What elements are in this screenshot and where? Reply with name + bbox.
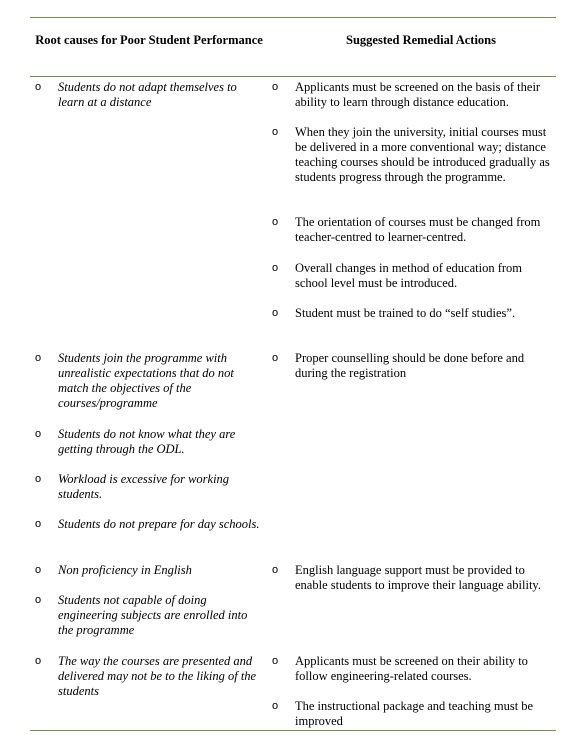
bullet-icon: o	[272, 126, 279, 138]
remedial-action-text: Applicants must be screened on their ability to follow engineering-related courses.	[295, 654, 528, 683]
root-cause-item	[35, 80, 261, 110]
bullet-icon: o	[35, 564, 42, 576]
root-cause-text: Students do not adapt themselves to learn at a distance	[58, 80, 237, 109]
header-root-causes: Root causes for Poor Student Performance	[35, 33, 263, 47]
root-cause-item	[35, 654, 261, 699]
bullet-icon: o	[272, 216, 279, 228]
bullet-icon: o	[272, 655, 279, 667]
root-cause-text: Students do not know what they are getting through the ODL.	[58, 427, 236, 456]
remedial-action-text: When they join the university, initial courses must be delivered in a more conventional way; distance teaching courses should be introduced gradually as students progress through the programme.	[295, 125, 550, 184]
root-cause-text: The way the courses are presented and delivered may not be to the liking of the students	[58, 654, 257, 698]
remedial-action-text: The orientation of courses must be changed from teacher-centred to learner-centred.	[295, 215, 541, 244]
remedial-action-item	[272, 351, 554, 381]
bullet-icon: o	[35, 428, 42, 440]
root-cause-item	[35, 593, 261, 638]
remedial-action-text: Proper counselling should be done before and during the registration	[295, 351, 525, 380]
remedial-action-text: English language support must be provided to enable students to improve their language ability.	[295, 563, 541, 592]
bullet-icon: o	[272, 700, 279, 712]
root-cause-text: Workload is excessive for working students.	[58, 472, 230, 501]
bullet-icon: o	[35, 594, 42, 606]
remedial-action-text: Overall changes in method of education from school level must be introduced.	[295, 261, 523, 290]
root-cause-text: Students join the programme with unrealistic expectations that do not match the objectives of the courses/programme	[58, 351, 234, 410]
remedial-action-text: The instructional package and teaching must be improved	[295, 699, 534, 728]
root-cause-item	[35, 427, 261, 457]
header-remedial-actions: Suggested Remedial Actions	[346, 33, 496, 47]
bullet-icon: o	[272, 564, 279, 576]
bullet-icon: o	[272, 262, 279, 274]
remedial-action-item	[272, 261, 554, 291]
remedial-action-item	[272, 125, 554, 185]
remedial-action-text: Applicants must be screened on the basis of their ability to learn through distance education.	[295, 80, 541, 109]
bullet-icon: o	[272, 307, 279, 319]
bullet-icon: o	[272, 81, 279, 93]
remedial-action-text: Student must be trained to do “self studies”.	[295, 306, 516, 320]
bullet-icon: o	[35, 518, 42, 530]
root-cause-item	[35, 472, 261, 502]
remedial-action-item	[272, 654, 554, 684]
remedial-action-item	[272, 306, 554, 321]
root-cause-text: Students do not prepare for day schools.	[58, 517, 260, 531]
bullet-icon: o	[35, 655, 42, 667]
header-rule	[30, 76, 556, 77]
remedial-action-item	[272, 80, 554, 110]
root-cause-item	[35, 517, 261, 532]
remedial-action-item	[272, 699, 554, 729]
bullet-icon: o	[35, 473, 42, 485]
bullet-icon: o	[35, 81, 42, 93]
remedial-action-item	[272, 563, 554, 593]
root-cause-item	[35, 351, 261, 411]
root-cause-text: Non proficiency in English	[58, 563, 192, 577]
bullet-icon: o	[35, 352, 42, 364]
root-cause-text: Students not capable of doing engineering subjects are enrolled into the programme	[58, 593, 248, 637]
top-rule	[30, 17, 556, 18]
bullet-icon: o	[272, 352, 279, 364]
root-cause-item	[35, 563, 261, 578]
bottom-rule	[30, 730, 556, 731]
remedial-action-item	[272, 215, 554, 245]
